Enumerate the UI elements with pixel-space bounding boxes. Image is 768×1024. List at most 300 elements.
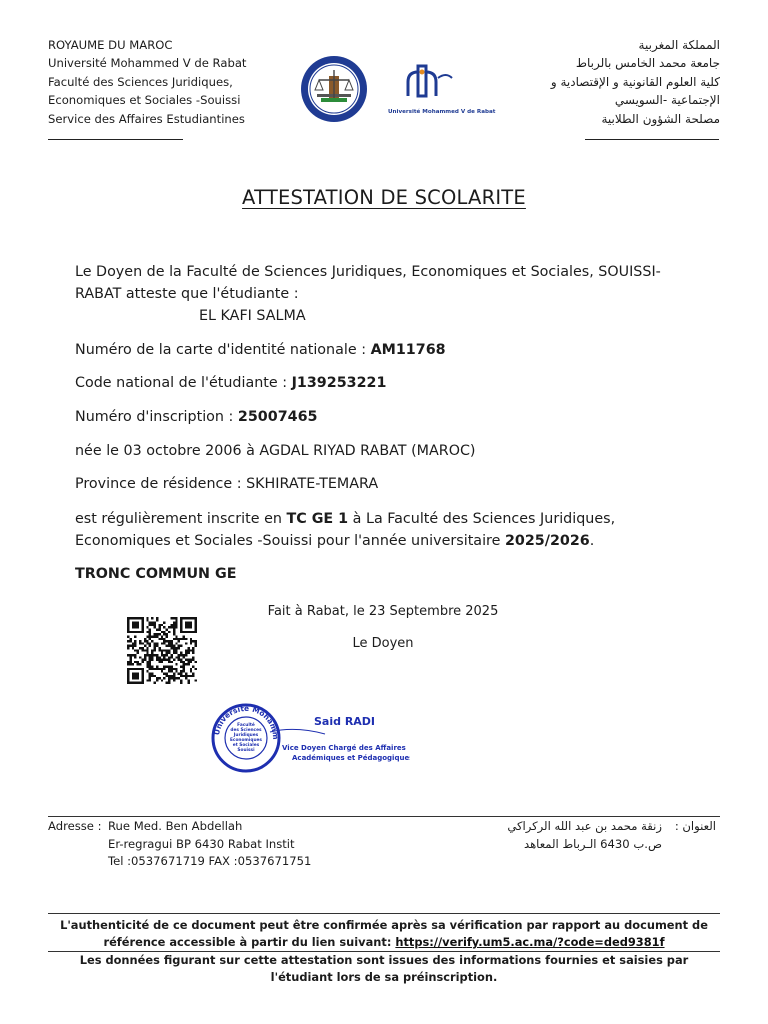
- enrollment-paragraph: [75, 508, 635, 552]
- qr-module: [139, 617, 141, 619]
- qr-module: [163, 656, 165, 658]
- qr-module: [156, 668, 158, 670]
- qr-module: [141, 624, 143, 626]
- qr-module: [183, 638, 185, 640]
- qr-module: [170, 666, 172, 668]
- qr-module: [154, 624, 156, 626]
- qr-module: [180, 682, 182, 684]
- qr-module: [166, 645, 168, 647]
- qr-module: [161, 668, 163, 670]
- qr-module: [158, 629, 160, 631]
- qr-module: [161, 649, 163, 651]
- qr-module: [192, 640, 194, 642]
- qr-module: [139, 663, 141, 665]
- qr-module: [151, 675, 153, 677]
- qr-module: [151, 672, 153, 674]
- qr-module: [158, 677, 160, 679]
- qr-module: [137, 661, 139, 663]
- qr-module: [149, 635, 151, 637]
- qr-module: [149, 631, 151, 633]
- qr-module: [195, 679, 197, 681]
- qr-module: [180, 661, 182, 663]
- cin-value: AM11768: [370, 342, 446, 358]
- qr-module: [158, 659, 160, 661]
- qr-module: [149, 666, 151, 668]
- student-name: EL KAFI SALMA: [199, 308, 306, 324]
- qr-module: [161, 642, 163, 644]
- place-date: Fait à Rabat, le 23 Septembre 2025: [267, 604, 499, 619]
- qr-module: [173, 629, 175, 631]
- qr-module: [132, 682, 134, 684]
- qr-module: [149, 668, 151, 670]
- qr-module: [129, 654, 131, 656]
- qr-module: [185, 624, 187, 626]
- qr-module: [149, 672, 151, 674]
- qr-module: [137, 622, 139, 624]
- qr-module: [192, 647, 194, 649]
- qr-module: [175, 626, 177, 628]
- qr-module: [144, 659, 146, 661]
- enrollment-text: est régulièrement inscrite en: [75, 511, 287, 527]
- code-label: Code national de l'étudiante :: [75, 375, 292, 391]
- qr-module: [190, 640, 192, 642]
- qr-module: [137, 668, 139, 670]
- qr-module: [178, 677, 180, 679]
- svg-text:des Sciences: des Sciences: [230, 728, 262, 733]
- address-label: Adresse :: [48, 819, 102, 833]
- qr-module: [173, 659, 175, 661]
- qr-module: [129, 668, 131, 670]
- qr-module: [175, 670, 177, 672]
- svg-text:Faculté: Faculté: [237, 723, 255, 728]
- notice-top-rule: [48, 913, 720, 914]
- qr-module: [173, 622, 175, 624]
- code-line: [75, 372, 675, 394]
- qr-module: [134, 672, 136, 674]
- header-left-line: Economiques et Sociales -Souissi: [48, 93, 241, 108]
- qr-module: [183, 670, 185, 672]
- qr-module: [192, 631, 194, 633]
- qr-module: [127, 663, 129, 665]
- qr-module: [195, 661, 197, 663]
- qr-module: [161, 638, 163, 640]
- qr-module: [156, 645, 158, 647]
- qr-module: [168, 679, 170, 681]
- qr-module: [175, 622, 177, 624]
- qr-module: [127, 645, 129, 647]
- qr-module: [178, 640, 180, 642]
- qr-module: [178, 672, 180, 674]
- cin-label: Numéro de la carte d'identité nationale :: [75, 342, 371, 358]
- qr-module: [170, 670, 172, 672]
- qr-module: [161, 652, 163, 654]
- qr-module: [127, 675, 129, 677]
- qr-module: [170, 654, 172, 656]
- qr-module: [154, 622, 156, 624]
- qr-module: [137, 672, 139, 674]
- header-right-block: [551, 36, 720, 128]
- qr-module: [175, 647, 177, 649]
- qr-module: [166, 635, 168, 637]
- qr-module: [149, 633, 151, 635]
- qr-module: [149, 654, 151, 656]
- qr-module: [137, 626, 139, 628]
- qr-module: [134, 668, 136, 670]
- qr-module: [175, 642, 177, 644]
- qr-module: [127, 622, 129, 624]
- qr-module: [185, 631, 187, 633]
- qr-module: [185, 659, 187, 661]
- qr-module: [163, 654, 165, 656]
- ar-address-block: [507, 818, 662, 853]
- qr-module: [156, 679, 158, 681]
- qr-module: [156, 677, 158, 679]
- qr-module: [187, 652, 189, 654]
- qr-module: [134, 661, 136, 663]
- verification-link[interactable]: https://verify.um5.ac.ma/?code=ded9381f: [395, 935, 665, 949]
- header-left-line: ROYAUME DU MAROC: [48, 38, 173, 52]
- qr-module: [195, 624, 197, 626]
- qr-module: [192, 659, 194, 661]
- qr-module: [134, 656, 136, 658]
- qr-module: [156, 642, 158, 644]
- qr-module: [151, 617, 153, 619]
- qr-module: [137, 624, 139, 626]
- qr-module: [168, 675, 170, 677]
- qr-module: [163, 633, 165, 635]
- qr-module: [137, 652, 139, 654]
- code-value: J139253221: [291, 375, 387, 391]
- qr-module: [170, 647, 172, 649]
- qr-module: [192, 649, 194, 651]
- qr-module: [163, 666, 165, 668]
- qr-module: [139, 631, 141, 633]
- qr-module: [178, 656, 180, 658]
- qr-module: [146, 670, 148, 672]
- qr-module: [180, 631, 182, 633]
- qr-module: [146, 679, 148, 681]
- qr-module: [192, 672, 194, 674]
- qr-module: [156, 659, 158, 661]
- qr-module: [141, 629, 143, 631]
- qr-module: [187, 679, 189, 681]
- qr-module: [163, 622, 165, 624]
- qr-module: [168, 640, 170, 642]
- qr-module: [141, 672, 143, 674]
- qr-module: [190, 675, 192, 677]
- qr-module: [149, 663, 151, 665]
- qr-module: [180, 617, 182, 619]
- qr-module: [190, 670, 192, 672]
- qr-module: [163, 626, 165, 628]
- qr-module: [183, 666, 185, 668]
- qr-module: [187, 617, 189, 619]
- qr-module: [139, 668, 141, 670]
- qr-module: [168, 682, 170, 684]
- data-source-notice: Les données figurant sur cette attestation sont issues des informations fournies et saisies par l'étudiant lors de sa préinscription.: [79, 953, 689, 984]
- qr-module: [127, 654, 129, 656]
- qr-module: [127, 640, 129, 642]
- qr-module: [158, 656, 160, 658]
- qr-module: [168, 666, 170, 668]
- qr-module: [163, 672, 165, 674]
- qr-module: [146, 652, 148, 654]
- qr-module: [168, 642, 170, 644]
- qr-module: [180, 622, 182, 624]
- qr-module: [185, 675, 187, 677]
- qr-module: [180, 652, 182, 654]
- qr-module: [137, 682, 139, 684]
- qr-module: [154, 633, 156, 635]
- qr-module: [183, 656, 185, 658]
- qr-module: [127, 672, 129, 674]
- qr-module: [141, 622, 143, 624]
- qr-module: [190, 622, 192, 624]
- qr-module: [175, 638, 177, 640]
- qr-module: [180, 672, 182, 674]
- inscription-line: [75, 406, 675, 428]
- qr-module: [129, 656, 131, 658]
- qr-module: [132, 617, 134, 619]
- qr-module: [127, 629, 129, 631]
- ar-address-label: العنوان :: [674, 819, 716, 833]
- qr-module: [151, 640, 153, 642]
- qr-module: [161, 679, 163, 681]
- qr-module: [134, 642, 136, 644]
- qr-module: [192, 617, 194, 619]
- qr-module: [183, 617, 185, 619]
- qr-module: [134, 640, 136, 642]
- qr-module: [163, 640, 165, 642]
- header-left-line: Université Mohammed V de Rabat: [48, 56, 247, 71]
- qr-module: [180, 619, 182, 621]
- qr-module: [158, 668, 160, 670]
- qr-module: [154, 682, 156, 684]
- qr-module: [192, 656, 194, 658]
- qr-module: [158, 638, 160, 640]
- qr-module: [158, 647, 160, 649]
- header-right-line: المملكة المغربية: [638, 38, 720, 52]
- qr-module: [170, 677, 172, 679]
- qr-module: [154, 668, 156, 670]
- qr-module: [185, 649, 187, 651]
- qr-module: [154, 642, 156, 644]
- cin-line: [75, 339, 675, 361]
- qr-module: [173, 652, 175, 654]
- qr-module: [187, 622, 189, 624]
- qr-module: [134, 677, 136, 679]
- qr-module: [175, 635, 177, 637]
- qr-module: [141, 677, 143, 679]
- qr-module: [156, 633, 158, 635]
- qr-module: [195, 631, 197, 633]
- qr-module: [166, 633, 168, 635]
- qr-module: [175, 663, 177, 665]
- qr-module: [185, 638, 187, 640]
- qr-module: [185, 622, 187, 624]
- qr-module: [183, 675, 185, 677]
- qr-module: [127, 668, 129, 670]
- track-label: TRONC COMMUN GE: [75, 566, 237, 582]
- qr-module: [195, 668, 197, 670]
- qr-module: [192, 675, 194, 677]
- qr-module: [141, 619, 143, 621]
- qr-module: [173, 647, 175, 649]
- qr-module: [149, 675, 151, 677]
- qr-module: [151, 635, 153, 637]
- qr-module: [127, 682, 129, 684]
- qr-module: [137, 617, 139, 619]
- qr-module: [180, 675, 182, 677]
- official-stamp: [210, 702, 410, 774]
- qr-module: [146, 640, 148, 642]
- address-block: [108, 818, 311, 871]
- qr-module: [166, 654, 168, 656]
- qr-module: [190, 624, 192, 626]
- qr-module: [134, 617, 136, 619]
- qr-module: [178, 654, 180, 656]
- qr-module: [141, 642, 143, 644]
- qr-module: [173, 638, 175, 640]
- qr-module: [178, 647, 180, 649]
- enrollment-text: .: [589, 533, 595, 549]
- qr-module: [134, 654, 136, 656]
- qr-module: [154, 626, 156, 628]
- qr-module: [175, 652, 177, 654]
- qr-module: [166, 672, 168, 674]
- qr-module: [141, 682, 143, 684]
- qr-module: [137, 649, 139, 651]
- qr-module: [158, 626, 160, 628]
- qr-module: [146, 617, 148, 619]
- qr-module: [149, 622, 151, 624]
- qr-module: [149, 679, 151, 681]
- qr-module: [166, 666, 168, 668]
- qr-module: [170, 617, 172, 619]
- qr-module: [170, 675, 172, 677]
- qr-module: [151, 656, 153, 658]
- qr-module: [183, 661, 185, 663]
- qr-module: [161, 631, 163, 633]
- qr-module: [146, 631, 148, 633]
- footer-rule: [48, 816, 720, 817]
- qr-module: [129, 663, 131, 665]
- qr-module: [132, 675, 134, 677]
- qr-module: [187, 631, 189, 633]
- qr-module: [173, 626, 175, 628]
- qr-module: [195, 645, 197, 647]
- qr-module: [190, 659, 192, 661]
- qr-module: [151, 659, 153, 661]
- qr-module: [129, 645, 131, 647]
- qr-module: [170, 640, 172, 642]
- qr-module: [180, 638, 182, 640]
- qr-module: [173, 679, 175, 681]
- qr-module: [149, 638, 151, 640]
- svg-text:Said RADI: Said RADI: [314, 715, 376, 728]
- qr-module: [195, 640, 197, 642]
- qr-module: [163, 631, 165, 633]
- qr-module: [141, 675, 143, 677]
- qr-module: [185, 652, 187, 654]
- qr-module: [190, 631, 192, 633]
- qr-module: [149, 677, 151, 679]
- qr-module: [149, 661, 151, 663]
- qr-module: [187, 682, 189, 684]
- university-logo: [388, 62, 496, 120]
- qr-module: [170, 668, 172, 670]
- qr-module: [175, 668, 177, 670]
- address-line: Tel :0537671719 FAX :0537671751: [108, 854, 312, 869]
- qr-module: [134, 635, 136, 637]
- qr-module: [156, 656, 158, 658]
- qr-module: [175, 677, 177, 679]
- qr-module: [146, 642, 148, 644]
- qr-module: [144, 654, 146, 656]
- qr-module: [170, 624, 172, 626]
- address-line: Er-regragui BP 6430 Rabat Instit: [108, 836, 295, 851]
- qr-module: [144, 656, 146, 658]
- qr-module: [132, 622, 134, 624]
- qr-module: [166, 629, 168, 631]
- authenticity-text: L'authenticité de ce document peut être confirmée après sa vérification par rapport au document de référence accessible à partir du lien suivant:: [60, 918, 708, 949]
- qr-module: [178, 645, 180, 647]
- enrollment-year: 2025/2026: [504, 533, 590, 549]
- qr-module: [132, 668, 134, 670]
- qr-module: [132, 654, 134, 656]
- qr-module: [173, 633, 175, 635]
- qr-module: [139, 640, 141, 642]
- qr-module: [180, 629, 182, 631]
- qr-module: [190, 642, 192, 644]
- qr-module: [154, 635, 156, 637]
- qr-module: [163, 649, 165, 651]
- qr-module: [180, 666, 182, 668]
- qr-code[interactable]: [127, 617, 197, 684]
- qr-module: [127, 631, 129, 633]
- qr-module: [151, 622, 153, 624]
- qr-module: [187, 661, 189, 663]
- qr-module: [180, 670, 182, 672]
- qr-module: [173, 624, 175, 626]
- qr-module: [183, 663, 185, 665]
- qr-module: [168, 656, 170, 658]
- qr-module: [170, 656, 172, 658]
- qr-module: [129, 682, 131, 684]
- svg-text:Souissi: Souissi: [237, 748, 255, 753]
- province-line: Province de résidence : SKHIRATE-TEMARA: [75, 476, 379, 492]
- qr-module: [156, 619, 158, 621]
- qr-module: [195, 629, 197, 631]
- header-right-line: كلية العلوم القانونية و الإقتصادية و: [550, 74, 720, 89]
- qr-module: [190, 668, 192, 670]
- qr-module: [134, 626, 136, 628]
- qr-module: [170, 626, 172, 628]
- qr-module: [185, 642, 187, 644]
- qr-module: [154, 654, 156, 656]
- qr-module: [161, 635, 163, 637]
- header-right-line: الإجتماعية -السويسي: [614, 93, 720, 108]
- qr-module: [190, 617, 192, 619]
- qr-module: [173, 672, 175, 674]
- qr-module: [180, 624, 182, 626]
- qr-module: [158, 649, 160, 651]
- qr-module: [127, 635, 129, 637]
- qr-module: [149, 629, 151, 631]
- qr-module: [190, 661, 192, 663]
- qr-module: [146, 661, 148, 663]
- qr-module: [187, 647, 189, 649]
